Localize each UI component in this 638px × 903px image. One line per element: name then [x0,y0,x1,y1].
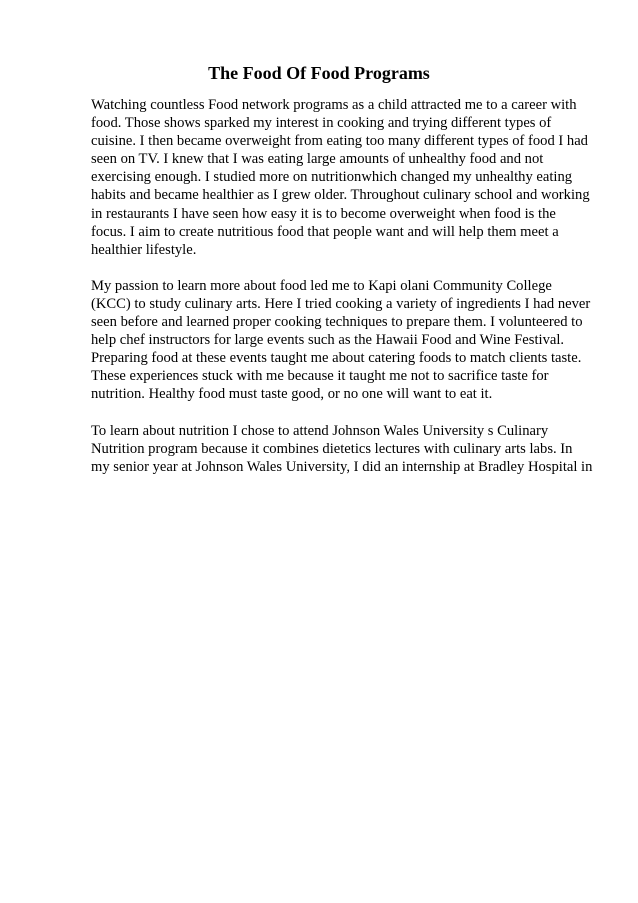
paragraph-line: Watching countless Food network programs as a child attracted me to a career with [91,97,577,113]
paragraph-line: exercising enough. I studied more on nutritionwhich changed my unhealthy eating [91,169,573,186]
paragraph-line: focus. I aim to create nutritious food that people want and will help them meet a [91,223,559,240]
paragraph-line: To learn about nutrition I chose to attend Johnson Wales University s Culinary [91,422,549,439]
paragraph-line: seen on TV. I knew that I was eating large amounts of unhealthy food and not [91,151,544,168]
paragraph-1 [91,96,603,259]
paragraph-line: in restaurants I have seen how easy it is to become overweight when food is the [91,205,556,222]
paragraph-line: seen before and learned proper cooking techniques to prepare them. I volunteered to [91,314,583,331]
paragraph-line: These experiences stuck with me because it taught me not to sacrifice taste for [91,368,549,385]
paragraph-line: help chef instructors for large events such as the Hawaii Food and Wine Festival. [91,332,565,349]
paragraph-line: Preparing food at these events taught me about catering foods to match clients taste. [91,350,582,367]
paragraph-3 [91,422,603,476]
paragraph-line: my senior year at Johnson Wales University, I did an internship at Bradley Hospital in [91,458,593,475]
paragraph-line: nutrition. Healthy food must taste good, or no one will want to eat it. [91,386,493,403]
paragraph-line: cuisine. I then became overweight from eating too many different types of food I had [91,133,588,150]
paragraph-line: Nutrition program because it combines dietetics lectures with culinary arts labs. In [91,440,573,457]
document-body [91,96,603,494]
paragraph-line: habits and became healthier as I grew older. Throughout culinary school and working [91,187,590,204]
paragraph-2 [91,277,603,404]
paragraph-line: My passion to learn more about food led me to Kapi olani Community College [91,277,552,294]
page-title: The Food Of Food Programs [208,63,430,83]
paragraph-line: food. Those shows sparked my interest in cooking and trying different types of [91,115,552,132]
paragraph-line: healthier lifestyle. [91,241,197,258]
paragraph-line: (KCC) to study culinary arts. Here I tried cooking a variety of ingredients I had never [91,295,591,312]
